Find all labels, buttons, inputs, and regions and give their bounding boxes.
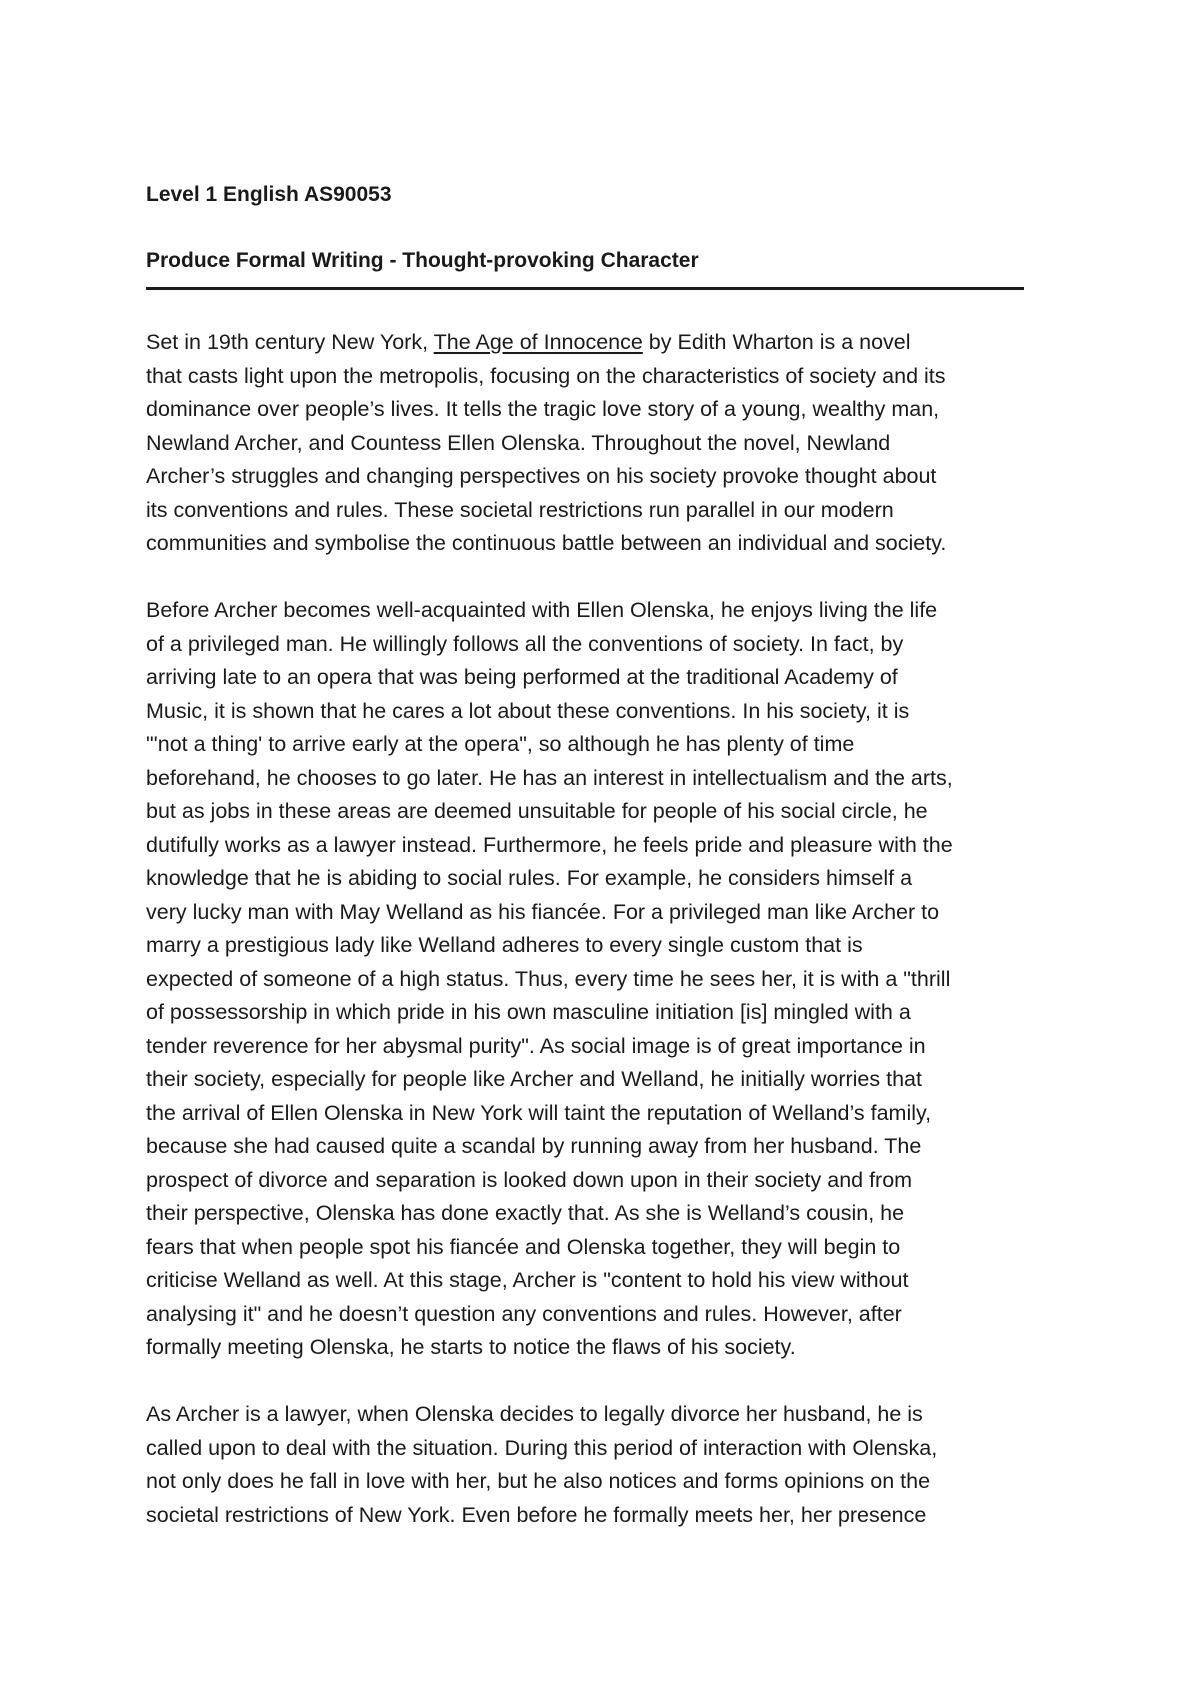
paragraph-line: their perspective, Olenska has done exactly that. As she is Welland’s cousin, he	[146, 1201, 905, 1225]
paragraph-line: its conventions and rules. These societal restrictions run parallel in our modern	[146, 497, 894, 522]
paragraph-3	[146, 1398, 1066, 1532]
paragraph-line: fears that when people spot his fiancée and Olenska together, they will begin to	[146, 1234, 901, 1259]
heading-divider	[146, 287, 1024, 290]
paragraph-line: criticise Welland as well. At this stage, Archer is "content to hold his view without	[146, 1268, 909, 1292]
paragraph-line	[146, 326, 1066, 360]
document-content	[146, 180, 1066, 1532]
paragraph-line: "'not a thing' to arrive early at the opera", so although he has plenty of time	[146, 732, 855, 756]
paragraph-line: dominance over people’s lives. It tells the tragic love story of a young, wealthy man,	[146, 397, 940, 421]
paragraph-line: prospect of divorce and separation is looked down upon in their society and from	[146, 1167, 913, 1192]
paragraph-line: As Archer is a lawyer, when Olenska decides to legally divorce her husband, he is	[146, 1402, 923, 1426]
paragraph-line: societal restrictions of New York. Even before he formally meets her, her presence	[146, 1502, 927, 1527]
paragraph-line: of possessorship in which pride in his own masculine initiation [is] mingled with a	[146, 1000, 911, 1024]
paragraph-line: Music, it is shown that he cares a lot about these conventions. In his society, it is	[146, 698, 910, 723]
paragraph-line: analysing it" and he doesn’t question any conventions and rules. However, after	[146, 1301, 902, 1326]
paragraph-line: Before Archer becomes well-acquainted with Ellen Olenska, he enjoys living the life	[146, 598, 938, 622]
paragraph-line: knowledge that he is abiding to social rules. For example, he considers himself a	[146, 866, 913, 890]
paragraph-line: that casts light upon the metropolis, focusing on the characteristics of society and its	[146, 363, 946, 388]
paragraph-line: their society, especially for people like Archer and Welland, he initially worries that	[146, 1067, 922, 1091]
paragraph-line: tender reverence for her abysmal purity". As social image is of great importance in	[146, 1033, 926, 1058]
paragraph-line: expected of someone of a high status. Thus, every time he sees her, it is with a "thrill	[146, 966, 951, 991]
task-heading: Produce Formal Writing - Thought-provoking Character	[146, 249, 699, 272]
paragraph-line: of a privileged man. He willingly follows all the conventions of society. In fact, by	[146, 631, 904, 656]
paragraph-line: because she had caused quite a scandal by running away from her husband. The	[146, 1134, 922, 1158]
paragraph-line: dutifully works as a lawyer instead. Furthermore, he feels pride and pleasure with the	[146, 832, 953, 857]
paragraph-line: Newland Archer, and Countess Ellen Olenska. Throughout the novel, Newland	[146, 430, 891, 455]
paragraph-1-line-1-before: Set in 19th century New York,	[146, 330, 434, 354]
paragraph-line: Archer’s struggles and changing perspectives on his society provoke thought about	[146, 464, 937, 488]
paragraph-line: communities and symbolise the continuous battle between an individual and society.	[146, 531, 947, 555]
paragraph-line: but as jobs in these areas are deemed unsuitable for people of his social circle, he	[146, 799, 928, 823]
paragraph-line: very lucky man with May Welland as his fiancée. For a privileged man like Archer to	[146, 899, 940, 924]
paragraph-2	[146, 594, 1066, 1365]
paragraph-line: not only does he fall in love with her, but he also notices and forms opinions on the	[146, 1469, 931, 1493]
paragraph-line: beforehand, he chooses to go later. He has an interest in intellectualism and the arts,	[146, 765, 953, 790]
paragraph-line: the arrival of Ellen Olenska in New York will taint the reputation of Welland’s family,	[146, 1100, 932, 1125]
course-heading: Level 1 English AS90053	[146, 183, 392, 206]
paragraph-1-line-1-after: by Edith Wharton is a novel	[642, 330, 911, 354]
paragraph-line: formally meeting Olenska, he starts to notice the flaws of his society.	[146, 1335, 796, 1359]
book-title-reference: The Age of Innocence	[433, 330, 643, 354]
paragraph-1	[146, 326, 1066, 561]
paragraph-line: called upon to deal with the situation. During this period of interaction with Olenska,	[146, 1435, 938, 1460]
paragraph-line: arriving late to an opera that was being performed at the traditional Academy of	[146, 665, 898, 689]
paragraph-line: marry a prestigious lady like Welland adheres to every single custom that is	[146, 933, 863, 957]
